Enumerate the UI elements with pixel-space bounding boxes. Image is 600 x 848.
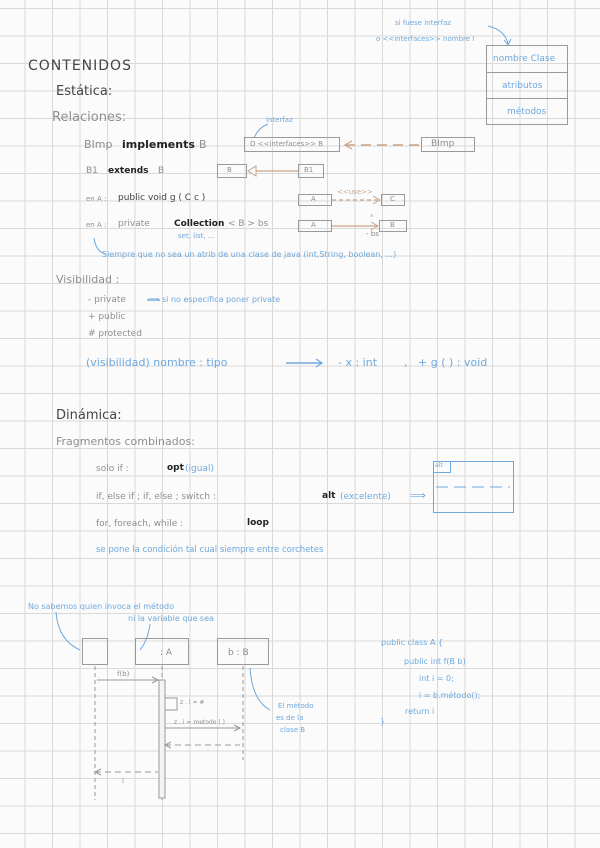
implements-rhs: B [199,138,207,151]
implements-keyword: implements [122,138,195,151]
agg-code-post: < B > bs [228,219,269,229]
code-line-3: int i = 0; [419,674,454,683]
row2-note: (excelente) [340,492,391,502]
agg-sub-note: set, list, ... [178,232,215,240]
class-box-methods: métodos [507,107,547,117]
object-b-label: b : B [228,648,249,658]
class-box-note-1: si fuese interfaz [395,19,451,27]
b1-box-label: B1 [304,166,314,174]
sequence-note-2: ni la variable que sea [128,614,214,623]
row1-keyword: opt [167,463,184,473]
row1-note: (igual) [185,464,214,474]
visibility-protected: # protected [88,329,142,339]
side-note-3: clase B [280,726,306,734]
code-line-6: } [380,717,386,726]
row3-prefix: for, foreach, while : [96,519,184,529]
alt-fragment-box [433,461,514,513]
side-note-2: es de la [276,714,304,722]
extends-lhs: B1 [86,166,98,176]
agg-multiplicity: * [370,213,374,221]
agg-a-label: A [311,221,316,229]
class-box-attributes: atributos [502,81,543,91]
b-box-label: B [227,166,232,174]
use-c-label: C [390,195,395,203]
interface-box-label: O <<interfaces>> B [250,140,324,148]
alt-fragment-tag: alt [435,462,443,469]
agg-role: - bs [366,230,379,238]
row1-prefix: solo if : [96,464,129,474]
code-line-4: i = b.método(); [419,691,481,700]
b-box [217,164,247,178]
use-code: public void g ( C c ) [118,193,206,203]
page-title: CONTENIDOS [28,58,132,74]
sequence-note-1: No sabemos quien invoca el método [28,602,174,611]
visibility-separator: , [404,356,408,369]
code-line-1: public class A { [381,638,444,647]
class-box-note-2: o <<interfaces>> nombre I [376,35,475,43]
caller-object-box [82,638,108,665]
visibilidad-title: Visibilidad : [56,273,120,286]
visibility-private-note: ⟹ si no especifica poner private [148,295,281,304]
agg-code-pre: private [118,219,150,229]
relations-note: Siempre que no sea un atrib de una clase de java (int,String, boolean, ...) [102,250,397,259]
class-box-name: nombre Clase [493,54,556,64]
agg-prefix: en A : [86,221,107,229]
row2-arrow: ⟹ [410,489,426,502]
use-prefix: en A : [86,195,107,203]
object-a-label: : A [160,648,173,658]
agg-b-label: B [390,221,395,229]
side-note-1: El método [278,702,314,710]
extends-keyword: extends [108,166,149,176]
use-a-label: A [311,195,316,203]
row3-keyword: loop [247,518,269,528]
fragmentos-title: Fragmentos combinados: [56,435,195,448]
section-estatica: Estática: [56,84,113,99]
return-label: i [122,777,124,785]
code-line-5: return i [405,707,435,716]
implements-lhs: BImp [84,138,113,151]
section-relaciones: Relaciones: [52,110,127,125]
visibility-example-1: - x : int [338,356,378,369]
code-line-2: public int f(B b) [404,657,466,666]
interfaz-note: interfaz [266,116,293,124]
row3-note: se pone la condición tal cual siempre entre corchetes [96,545,324,555]
visibility-private: - private [88,295,126,305]
bimp-box-label: BImp [431,139,455,149]
section-dinamica: Dinámica: [56,408,122,423]
agg-code-keyword: Collection [174,219,225,229]
visibility-example-2: + g ( ) : void [418,356,488,369]
call-metodo-label: z . i = metodo ( ) [174,719,225,726]
use-stereotype: <<use>> [337,188,373,196]
visibility-format: (visibilidad) nombre : tipo [86,356,228,369]
self-call-label: z . i = # [180,699,205,706]
call-f-label: f(b) [117,670,130,678]
row2-keyword: alt [322,491,336,501]
extends-rhs: B [158,166,165,176]
visibility-public: + public [88,312,126,322]
row2-prefix: if, else if ; if, else ; switch : [96,492,216,502]
